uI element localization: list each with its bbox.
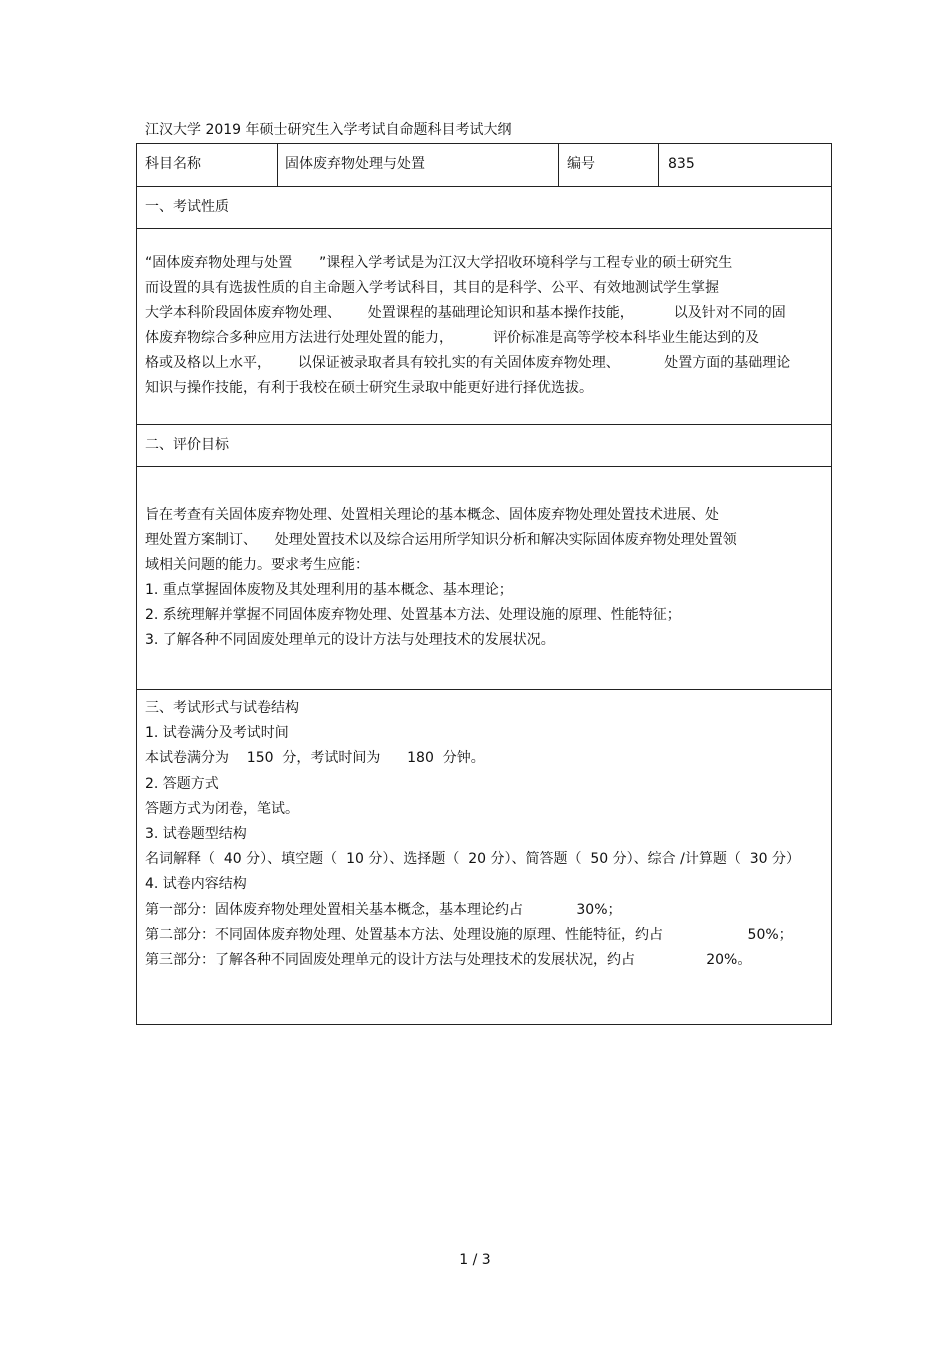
section2-line: 3. 了解各种不同固废处理单元的设计方法与处理技术的发展状况。 xyxy=(145,632,555,648)
row-divider xyxy=(137,424,831,425)
section2-line: 旨在考查有关固体废弃物处理、处置相关理论的基本概念、固体废弃物处理处置技术进展、处 xyxy=(145,507,719,523)
row-divider xyxy=(137,186,831,187)
row-divider xyxy=(137,689,831,690)
section1-heading: 一、考试性质 xyxy=(145,199,229,215)
section2-line: 理处置方案制订、 处理处置技术以及综合运用所学知识分析和解决实际固体废弃物处理处置领 xyxy=(145,532,737,548)
section2-line: 域相关问题的能力。要求考生应能： xyxy=(145,557,369,573)
section3-heading: 三、考试形式与试卷结构 xyxy=(145,700,299,716)
section2-body xyxy=(145,503,737,653)
section2-line: 1. 重点掌握固体废物及其处理利用的基本概念、基本理论； xyxy=(145,582,513,598)
page-number: 1 / 3 xyxy=(459,1252,491,1268)
section1-line: “固体废弃物处理与处置 ”课程入学考试是为江汉大学招收环境科学与工程专业的硕士研究生 xyxy=(145,255,733,271)
subject-name-label: 科目名称 xyxy=(145,156,201,172)
section1-line: 格或及格以上水平， 以保证被录取者具有较扎实的有关固体废弃物处理、 处置方面的基础理论 xyxy=(145,355,791,371)
col-divider xyxy=(558,144,559,186)
row-divider xyxy=(137,466,831,467)
section3-body xyxy=(145,696,800,973)
section3-line: 第一部分：固体废弃物处理处置相关基本概念，基本理论约占 30%； xyxy=(145,901,622,918)
section3-line: 答题方式为闭卷，笔试。 xyxy=(145,800,299,817)
section3-line: 本试卷满分为 150 分，考试时间为 180 分钟。 xyxy=(145,750,485,767)
section3-line: 2. 答题方式 xyxy=(145,775,219,792)
section1-line: 知识与操作技能，有利于我校在硕士研究生录取中能更好进行择优选拔。 xyxy=(145,380,593,396)
document-title: 江汉大学 2019 年硕士研究生入学考试自命题科目考试大纲 xyxy=(145,122,512,138)
code-value: 835 xyxy=(668,156,695,172)
section1-line: 体废弃物综合多种应用方法进行处理处置的能力， 评价标准是高等学校本科毕业生能达到的及 xyxy=(145,330,760,346)
section3-line: 第二部分：不同固体废弃物处理、处置基本方法、处理设施的原理、性能特征，约占 50%； xyxy=(145,926,793,943)
row-divider xyxy=(137,228,831,229)
section2-line: 2. 系统理解并掌握不同固体废弃物处理、处置基本方法、处理设施的原理、性能特征； xyxy=(145,607,681,623)
section1-body xyxy=(145,251,790,401)
subject-name-value: 固体废弃物处理与处置 xyxy=(285,156,425,172)
section3-line: 名词解释（ 40 分）、填空题（ 10 分）、选择题（ 20 分）、简答题（ 50 分）、综合 /计算题（ 30 分） xyxy=(145,851,800,868)
code-label: 编号 xyxy=(567,156,595,172)
section3-line: 1. 试卷满分及考试时间 xyxy=(145,725,289,742)
section3-line: 第三部分：了解各种不同固废处理单元的设计方法与处理技术的发展状况，约占 20%。 xyxy=(145,952,752,969)
section3-line: 3. 试卷题型结构 xyxy=(145,826,247,843)
section2-heading: 二、评价目标 xyxy=(145,437,229,453)
col-divider xyxy=(658,144,659,186)
col-divider xyxy=(277,144,278,186)
section3-line: 4. 试卷内容结构 xyxy=(145,876,247,893)
section1-line: 而设置的具有选拔性质的自主命题入学考试科目，其目的是科学、公平、有效地测试学生掌握 xyxy=(145,280,719,296)
syllabus-table xyxy=(136,143,832,1025)
section1-line: 大学本科阶段固体废弃物处理、 处置课程的基础理论知识和基本操作技能， 以及针对不同的固 xyxy=(145,305,786,321)
